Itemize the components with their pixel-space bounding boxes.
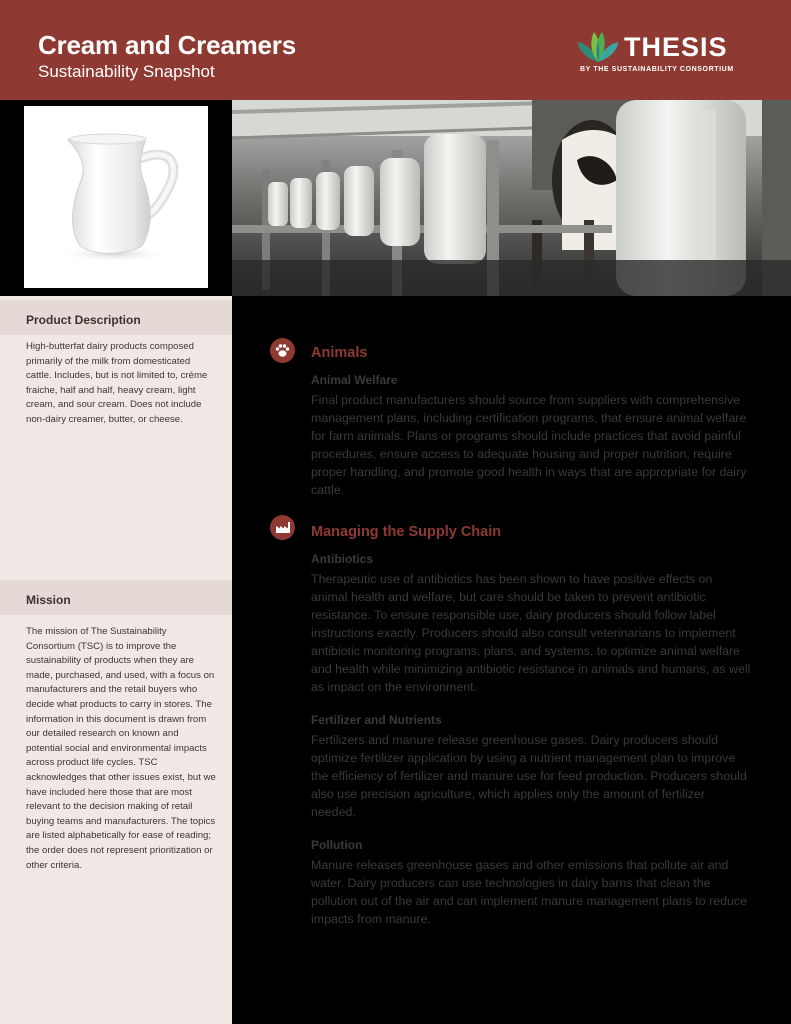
subsection-text-antibiotics: Therapeutic use of antibiotics has been shown to have positive effects on animal health and welfare, but care should be taken to prevent antibiotic resistance. To ensure responsible use, dairy producers should follow label instructions exactly. Producers should also consult veterinarians to implement antibiotic monitoring programs, plans, and systems, to optimize animal welfare and health while minimizing antibiotic resistance in animals and humans, as well as impact on the environment. xyxy=(311,572,751,694)
product-description-heading: Product Description xyxy=(26,313,141,327)
cream-pitcher-image xyxy=(24,106,208,288)
page-title: Cream and Creamers xyxy=(38,30,296,60)
page-subtitle: Sustainability Snapshot xyxy=(38,62,215,81)
sidebar xyxy=(0,296,232,1024)
mission-heading: Mission xyxy=(26,593,71,607)
subsection-title-fertilizer: Fertilizer and Nutrients xyxy=(311,713,442,727)
factory-icon xyxy=(270,515,295,540)
page-header xyxy=(0,0,791,100)
subsection-text-animal-welfare: Final product manufacturers should source from suppliers with comprehensive management plans, including certification programs, that ensure animal welfare for farm animals. Plans or programs should include practices that avoid painful procedures, ensure access to adequate housing and proper nutrition, require proper handling, and promote good health in ways that are appropriate for dairy cattle. xyxy=(311,393,747,497)
paw-icon xyxy=(270,338,295,363)
subsection-title-animal-welfare: Animal Welfare xyxy=(311,373,398,387)
mission-text: The mission of The Sustainability Consortium (TSC) is to improve the sustainability of products when they are made, purchased, and used, with a focus on manufacturers and the retail buyers who decide what products to carry in stores. The information in this document is drawn from our detailed research on known and potential social and environmental impacts across product life cycles. TSC acknowledges that other issues exist, but we have included here those that are most relevant to the decision making of retail buying teams and manufacturers. The topics are listed alphabetically for ease of reading; the order does not represent prioritization or other criteria. xyxy=(26,626,216,871)
milking-parlor-image xyxy=(232,100,791,296)
section-title-supply-chain: Managing the Supply Chain xyxy=(311,524,502,540)
subsection-title-antibiotics: Antibiotics xyxy=(311,552,373,566)
subsection-text-pollution: Manure releases greenhouse gases and other emissions that pollute air and water. Dairy producers can use technologies in dairy barns that clean the pollution out of the air and can implement manure management plans to reduce impacts from manure. xyxy=(311,858,748,926)
mission-header xyxy=(0,580,232,615)
subsection-text-fertilizer: Fertilizers and manure release greenhouse gases. Dairy producers should optimize fertilizer application by using a nutrient management plan to improve the efficiency of fertilizer and manure use for feed production. Producers should also use precision agriculture, which applies only the amount of fertilizer needed. xyxy=(311,733,747,819)
subsection-title-pollution: Pollution xyxy=(311,838,363,852)
thesis-logo xyxy=(576,26,746,78)
product-description-header xyxy=(0,300,232,335)
product-description-text: High-butterfat dairy products composed primarily of the milk from domesticated cattle. Includes, but is not limited to, crème fraiche, half and half, heavy cream, light cream, and sour cream. Does not include non-dairy creamer, butter, or cheese. xyxy=(26,341,208,425)
logo-tagline: BY THE SUSTAINABILITY CONSORTIUM xyxy=(580,66,734,73)
lotus-leaf-icon xyxy=(576,28,620,64)
product-image-frame xyxy=(0,100,232,296)
logo-wordmark: THESIS xyxy=(624,32,728,62)
section-title-animals: Animals xyxy=(311,345,368,361)
